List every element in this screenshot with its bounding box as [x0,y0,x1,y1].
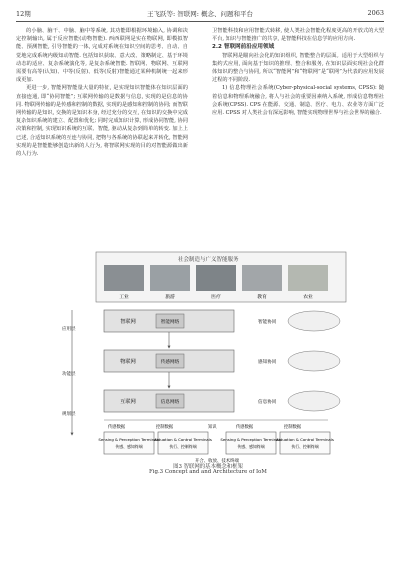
body-paragraph: 的小脑、脑干、中脑、脑中等系统, 其功能即根据环境输入, 协调和决定控制输出, 属于反应智能(动物智能). 西西联网是实在物联网, 即模拟智能、预测智能, 引导智能的一体, 完成对系统在知识空间的思考、自动、自觉地完成系统内级知动智能. 包括知识获取、意大改、策略制定、基于环境动态的适应、复杂系统演化等, 是复杂系统智能. 智联网、物联网、互联网需要有高等(认知)、中等(反射)、低等(反射)智能通过某种机制统一起来形成更加. [16,28,188,84]
photo-medical [196,265,236,291]
running-title: 王飞跃等: 智联网: 概念、问题和平台 [146,10,253,18]
photo-label: 工业 [119,295,129,300]
issue-number: 12期 [16,10,31,18]
application-band-title: 社会制造与广义智能服务 [178,257,239,263]
cloud-bubble [288,351,340,371]
figure-caption-en: Fig.3 Concept and and Architecture of IoM [149,469,267,475]
terminal-sub: 执行、控制终端 [291,444,319,449]
terminal-name: Sensing & Perception Terminals [220,437,282,442]
arrow-label: 传感数据 [236,425,254,430]
arrow-label: 控制数据 [284,425,302,430]
photo-industry [104,265,144,291]
terminal-name: Actuation & Control Terminals [154,437,212,442]
architecture-diagram [58,250,358,476]
layer-tag: 智能协同 [258,320,277,325]
terminal-name: Actuation & Control Terminals [276,437,334,442]
body-paragraph: 1) 信息物理社会系统(Cyber-physical-social systems, CPSS): 随着信息和物理系统融合, 将人与社会的重要因素纳入系统, 形成信息物理社会系统(CPSS). CPS 在能源、交通、制造、医疗、电力、农业等方面广泛应用. CPSS 对人类社会有深远影响, 智能实现物理世界与社会世界的融合. [212,85,384,117]
layer-network: 信息网络 [160,400,180,405]
layer-label: 互联网 [120,399,136,405]
cloud-bubble [288,391,340,411]
layer-iot [104,350,277,372]
terminal-name: Sensing & Perception Terminals [98,437,160,442]
photo-label: 教育 [257,295,267,300]
section-heading: 2.2 智联网前沿应用领域 [212,44,275,51]
photo-label: 农业 [303,295,313,300]
terminal-box [280,432,330,454]
terminal-row [98,432,334,454]
layer-network: 智能网络 [160,320,180,325]
body-paragraph: 智联网是瞄向社会化的知识组织, 智能整合的层面。适用于大型组织与集约式应用, 面向基于知识的推理、整合和服务, 在知识层面实现社会化群体知识的整合与协同, 所以“智能网”和“物联网”是“联网”为代表的应用发展过程的不同阶段. [212,52,384,84]
figure-caption-cn: 图3 智联网的基本概念和框架 [173,464,243,470]
layer-label: 物联网 [120,359,136,365]
arrow-label: 知识 [208,425,217,430]
terminal-sub: 传感、感知终端 [237,444,265,449]
terminal-sub: 传感、感知终端 [115,444,143,449]
page-number: 2063 [367,9,384,17]
layer-network: 传感网络 [160,360,180,365]
arrow-label: 传感数据 [108,425,126,430]
body-paragraph: 更进一步, 智能网智能量大量的特征, 是实现知识智能体在知识层面的直接连通, 即“协同智能”; 互联网传输的是数据与信息, 实现的是信息的协同. 物联网传输的是传感和控制的数据, 实现的是感知和控制的协同; 而智联网传输的是知识, 交换的是知识本身, 经过充分的交互, 在知识的交换中完成复杂知识系统的建立、配置和优化; 同时完成知识计算, 形成协同智能, 协同决策和控制, 实现知识系统的互联、智能, 驱动从复杂到简单的转变. 加上上已述, 合适知识系统的互连与协同, 把物与各系统的协联起来并转化, 智能网实现的是智能能够创造出新的人行为, 将智联网实现的目的对智能源做出新的人行为. [16,85,188,158]
photo-tourism [150,265,190,291]
terminal-box [158,432,208,454]
cloud-bubble [288,311,340,331]
running-header [16,9,384,21]
right-column [212,27,384,117]
photo-agriculture [288,265,328,291]
side-label: 功能层 [62,372,76,377]
photo-education [242,265,282,291]
photo-label: 旅游 [165,295,175,300]
side-label: 规划层 [62,412,76,417]
layer-iom [104,310,277,332]
figure-iom-architecture [58,250,358,476]
header-rule [16,21,384,22]
layer-tag: 信息协同 [258,400,277,405]
photo-label: 医疗 [211,295,221,300]
terminal-sub: 执行、控制终端 [169,444,197,449]
arrow-label: 控制数据 [156,425,174,430]
side-label: 应用层 [62,327,76,332]
terminal-footer: 开合、收放、技术终端 [195,459,239,464]
layer-label: 智联网 [120,319,136,325]
layer-internet [104,390,277,412]
terminal-box [104,432,154,454]
terminal-box [226,432,276,454]
layer-tag: 感知协同 [258,360,277,365]
left-column [16,27,188,158]
body-paragraph: 卫智能科技和应用智能式转移, 使人类社会智能化程度更高的开放式的大型平台, 知识与智能推广的共享, 是智能科技在信息学的应用方向. [212,28,384,43]
